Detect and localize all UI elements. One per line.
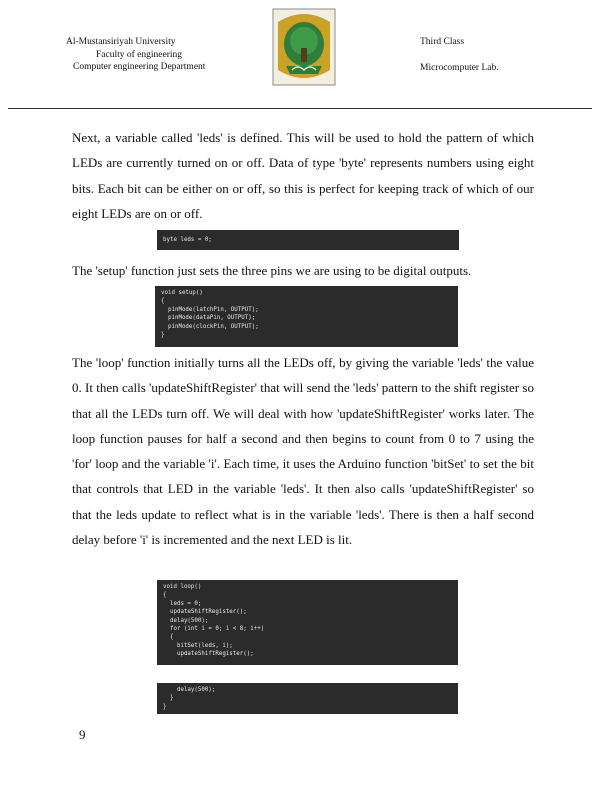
university-logo xyxy=(272,8,336,86)
header-divider xyxy=(8,108,592,109)
code-line: delay(500); xyxy=(163,617,209,624)
code-line: updateShiftRegister(); xyxy=(163,609,247,616)
department-name: Computer engineering Department xyxy=(73,62,206,72)
paragraph-leds-variable: Next, a variable called 'leds' is defined. This will be used to hold the pattern of which LEDs are currently turned on or off. Data of type 'byte' represents numbers using eight bits. Each bit can be either on or off, so this is perfect for keeping track of which of our eight LEDs are on or off. xyxy=(72,130,534,221)
code-line: } xyxy=(163,703,167,710)
code-line: pinMode(dataPin, OUTPUT); xyxy=(161,315,256,322)
code-snippet-loop-end xyxy=(157,683,458,714)
code-line: pinMode(clockPin, OUTPUT); xyxy=(161,323,259,330)
code-line: void loop() xyxy=(163,584,202,590)
code-line: { xyxy=(161,298,165,305)
faculty-name: Faculty of engineering xyxy=(96,49,183,60)
header-left xyxy=(66,36,246,74)
code-line: for (int i = 0; i < 8; i++) xyxy=(163,626,265,633)
code-line: void setup() xyxy=(161,290,203,296)
page-number: 9 xyxy=(79,727,86,742)
code-snippet-byte-leds xyxy=(157,230,459,250)
university-name: Al-Mustansiriyah University xyxy=(66,37,176,47)
code-line: } xyxy=(163,695,174,702)
header-right xyxy=(420,36,499,74)
paragraph-loop: The 'loop' function initially turns all the LEDs off, by giving the variable 'leds' the value 0. It then calls 'updateShiftRegister' that will send the 'leds' pattern to the shift register so that all the LEDs turn off. We will deal with how 'updateShiftRegister' works later. The loop function pauses for half a second and then begins to count from 0 to 7 using the 'for' loop and the variable 'i'. Each time, it uses the Arduino function 'bitSet' to set the bit that controls that LED in the variable 'leds'. It then also calls 'updateShiftRegister' so that the leds update to reflect what is in the variable 'leds'. There is then a half second delay before 'i' is incremented and the next LED is lit. xyxy=(72,355,534,548)
code-line: { xyxy=(163,634,174,641)
code-line: byte leds = 0; xyxy=(163,237,212,243)
code-line: { xyxy=(163,592,167,599)
code-line: leds = 0; xyxy=(163,600,202,607)
paragraph-setup: The 'setup' function just sets the three pins we are using to be digital outputs. xyxy=(72,263,472,278)
code-line: updateShiftRegister(); xyxy=(163,651,254,658)
lab-label: Microcomputer Lab. xyxy=(420,62,499,73)
code-snippet-setup xyxy=(155,286,458,347)
code-line: bitSet(leds, i); xyxy=(163,642,233,649)
code-line: delay(500); xyxy=(163,687,216,693)
code-snippet-loop xyxy=(157,580,458,665)
code-line: pinMode(latchPin, OUTPUT); xyxy=(161,306,259,313)
code-line: } xyxy=(161,332,165,339)
class-label: Third Class xyxy=(420,37,465,47)
